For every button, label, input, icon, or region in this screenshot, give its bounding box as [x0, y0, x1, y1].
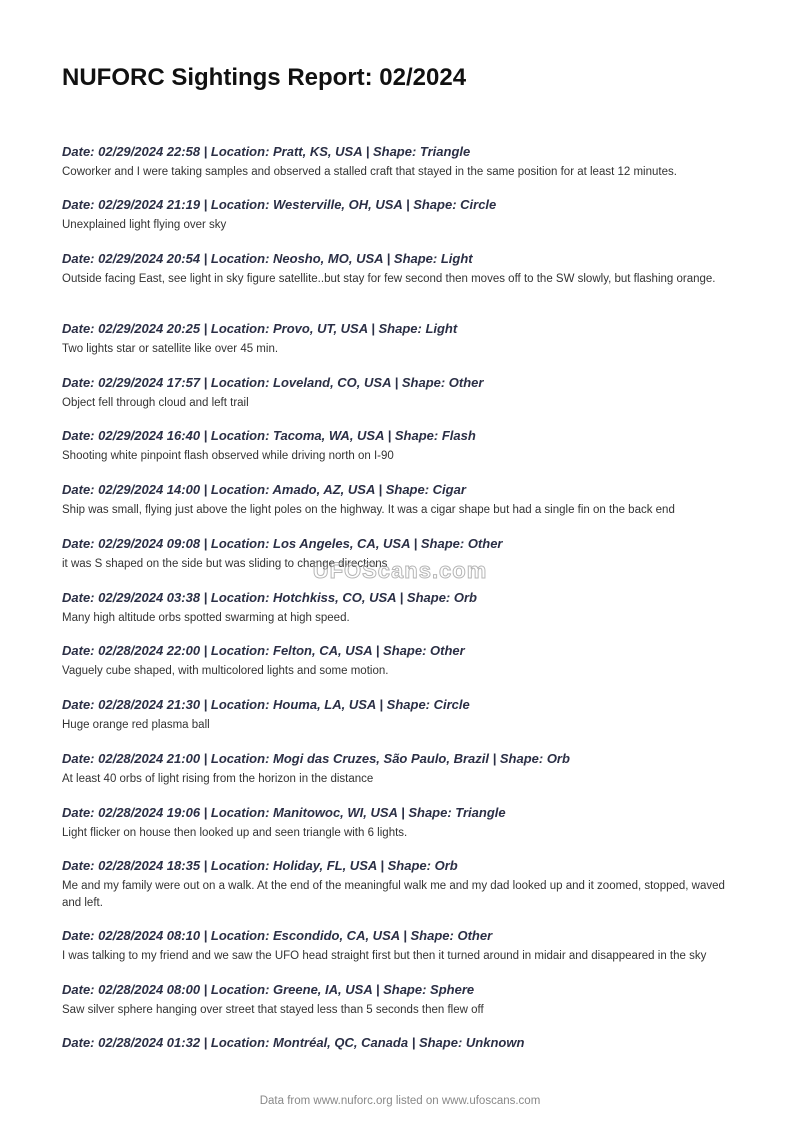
sighting-description: Me and my family were out on a walk. At the end of the meaningful walk me and my dad looked up and it zoomed, stopped, waved and left.: [62, 880, 725, 909]
sighting-header: Date: 02/29/2024 09:08 | Location: Los Angeles, CA, USA | Shape: Other: [62, 536, 503, 551]
sighting-header: Date: 02/29/2024 21:19 | Location: Westerville, OH, USA | Shape: Circle: [62, 197, 497, 212]
sighting-header: Date: 02/29/2024 17:57 | Location: Loveland, CO, USA | Shape: Other: [62, 375, 484, 390]
sighting-header: Date: 02/28/2024 08:00 | Location: Greene, IA, USA | Shape: Sphere: [62, 982, 475, 997]
sighting-entry: [62, 535, 738, 573]
sighting-entry: [62, 250, 738, 288]
watermark: UFOScans.com: [312, 558, 488, 583]
sighting-header: Date: 02/29/2024 03:38 | Location: Hotchkiss, CO, USA | Shape: Orb: [62, 590, 477, 605]
sighting-header: Date: 02/29/2024 22:58 | Location: Pratt, KS, USA | Shape: Triangle: [62, 144, 471, 159]
page-title: NUFORC Sightings Report: 02/2024: [62, 64, 467, 91]
sighting-description: Unexplained light flying over sky: [62, 219, 227, 231]
sighting-description: it was S shaped on the side but was sliding to change directions: [62, 558, 388, 570]
sighting-entry: [62, 1034, 738, 1052]
sighting-entry: [62, 481, 738, 519]
sighting-entry: [62, 750, 738, 788]
sighting-entry: [62, 981, 738, 1019]
sighting-description: I was talking to my friend and we saw the UFO head straight first but then it turned around in midair and disappeared in the sky: [62, 950, 707, 962]
sighting-header: Date: 02/28/2024 21:00 | Location: Mogi das Cruzes, São Paulo, Brazil | Shape: Orb: [62, 751, 570, 766]
sighting-description: Outside facing East, see light in sky figure satellite..but stay for few second then moves off to the SW slowly, but flashing orange.: [62, 273, 716, 285]
sighting-entry: [62, 196, 738, 234]
sighting-entry: [62, 427, 738, 465]
sighting-description: Ship was small, flying just above the light poles on the highway. It was a cigar shape but had a single fin on the back end: [62, 504, 675, 516]
sighting-header: Date: 02/28/2024 19:06 | Location: Manitowoc, WI, USA | Shape: Triangle: [62, 805, 506, 820]
sighting-header: Date: 02/28/2024 08:10 | Location: Escondido, CA, USA | Shape: Other: [62, 928, 493, 943]
sighting-entry: [62, 696, 738, 734]
sighting-entry: [62, 804, 738, 842]
sighting-header: Date: 02/28/2024 18:35 | Location: Holiday, FL, USA | Shape: Orb: [62, 858, 458, 873]
sighting-description: Light flicker on house then looked up and seen triangle with 6 lights.: [62, 827, 408, 839]
sighting-entry: [62, 320, 738, 358]
sighting-header: Date: 02/28/2024 22:00 | Location: Felton, CA, USA | Shape: Other: [62, 643, 465, 658]
sighting-entry: [62, 642, 738, 680]
sighting-header: Date: 02/29/2024 20:54 | Location: Neosho, MO, USA | Shape: Light: [62, 251, 473, 266]
sighting-description: Shooting white pinpoint flash observed while driving north on I-90: [62, 450, 394, 462]
sighting-header: Date: 02/29/2024 16:40 | Location: Tacoma, WA, USA | Shape: Flash: [62, 428, 476, 443]
sighting-description: Object fell through cloud and left trail: [62, 397, 249, 409]
sighting-entry: [62, 927, 738, 965]
sighting-header: Date: 02/29/2024 20:25 | Location: Provo, UT, USA | Shape: Light: [62, 321, 458, 336]
sighting-description: Vaguely cube shaped, with multicolored lights and some motion.: [62, 665, 389, 677]
sighting-header: Date: 02/28/2024 01:32 | Location: Montréal, QC, Canada | Shape: Unknown: [62, 1035, 525, 1050]
sighting-description: Huge orange red plasma ball: [62, 719, 210, 731]
sighting-description: Many high altitude orbs spotted swarming at high speed.: [62, 612, 350, 624]
sighting-description: Two lights star or satellite like over 45 min.: [62, 343, 279, 355]
sighting-description: At least 40 orbs of light rising from the horizon in the distance: [62, 773, 374, 785]
page-footer: Data from www.nuforc.org listed on www.ufoscans.com: [259, 1095, 541, 1107]
sighting-entry: [62, 374, 738, 412]
sighting-entry: [62, 857, 738, 912]
sighting-header: Date: 02/29/2024 14:00 | Location: Amado, AZ, USA | Shape: Cigar: [62, 482, 466, 497]
sighting-description: Coworker and I were taking samples and observed a stalled craft that stayed in the same position for at least 12 minutes.: [62, 166, 677, 178]
sighting-entry: [62, 589, 738, 627]
sighting-entry: [62, 143, 738, 181]
sighting-header: Date: 02/28/2024 21:30 | Location: Houma, LA, USA | Shape: Circle: [62, 697, 470, 712]
sighting-description: Saw silver sphere hanging over street that stayed less than 5 seconds then flew off: [62, 1004, 484, 1016]
